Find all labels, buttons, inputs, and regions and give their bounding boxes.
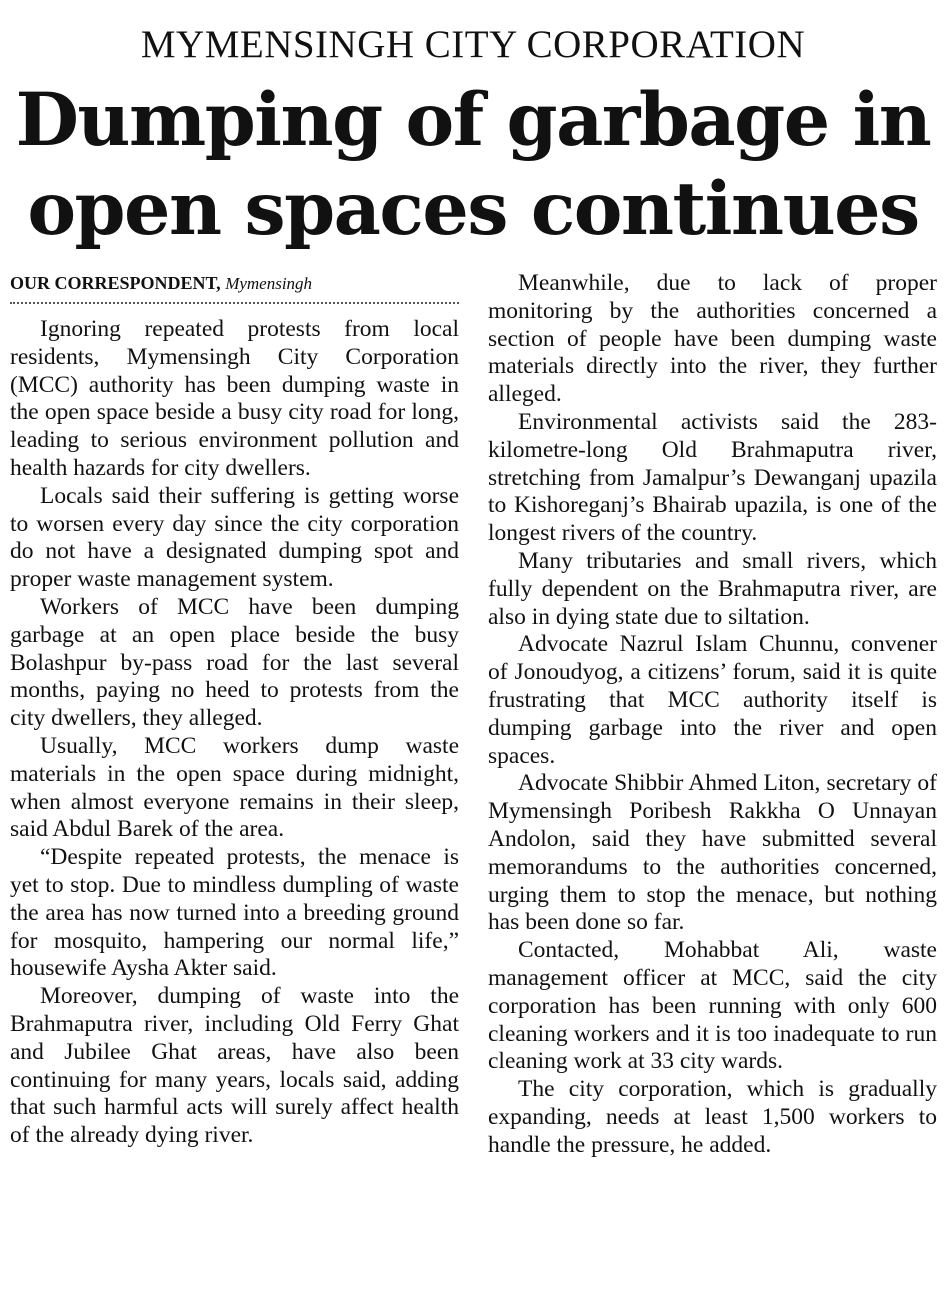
- body-paragraph: The city corporation, which is gradually expanding, needs at least 1,500 workers to handle the pressure, he added.: [488, 1076, 937, 1158]
- body-paragraph: Advocate Nazrul Islam Chunnu, convener of Jonoudyog, a citizens’ forum, said it is quite frustrating that MCC authority itself is dumping garbage into the river and open spaces.: [488, 631, 937, 769]
- byline-name: OUR CORRESPONDENT,: [10, 273, 221, 293]
- article-column-right: [488, 270, 937, 1160]
- body-paragraph: Many tributaries and small rivers, which fully dependent on the Brahmaputra river, are also in dying state due to siltation.: [488, 547, 937, 630]
- article-headline: Dumping of garbage in open spaces continues: [15, 77, 931, 252]
- body-paragraph: Workers of MCC have been dumping garbage at an open place beside the busy Bolashpur by-pass road for the last several months, paying no heed to protests from the city dwellers, they alleged.: [10, 593, 459, 732]
- article-kicker: MYMENSINGH CITY CORPORATION: [140, 23, 806, 66]
- body-paragraph: Environmental activists said the 283-kilometre-long Old Brahmaputra river, stretching from Jamalpur’s Dewanganj upazila to Kishoreganj’s Bhairab upazila, is one of the longest rivers of the country.: [488, 408, 937, 547]
- byline: [10, 270, 459, 304]
- body-paragraph: Ignoring repeated protests from local residents, Mymensingh City Corporation (MCC) authority has been dumping waste in the open space beside a busy city road for long, leading to serious environment pollution and health hazards for city dwellers.: [10, 316, 459, 481]
- body-paragraph: Moreover, dumping of waste into the Brahmaputra river, including Old Ferry Ghat and Jubilee Ghat areas, have also been continuing for many years, locals said, adding that such harmful acts will surely affect health of the already dying river.: [10, 983, 459, 1149]
- body-paragraph: Advocate Shibbir Ahmed Liton, secretary of Mymensingh Poribesh Rakkha O Unnayan Andolon, said they have submitted several memorandums to the authorities concerned, urging them to stop the menace, but nothing has been done so far.: [488, 770, 937, 936]
- byline-place: Mymensingh: [225, 274, 313, 293]
- body-paragraph: “Despite repeated protests, the menace is yet to stop. Due to mindless dumpling of waste the area has now turned into a breeding ground for mosquito, hampering our normal life,” housewife Aysha Akter said.: [10, 844, 459, 982]
- article-column-left: [10, 270, 459, 1150]
- body-paragraph: Locals said their suffering is getting worse to worsen every day since the city corporation do not have a designated dumping spot and proper waste management system.: [10, 482, 459, 593]
- body-paragraph: Usually, MCC workers dump waste materials in the open space during midnight, when almost everyone remains in their sleep, said Abdul Barek of the area.: [10, 732, 459, 843]
- body-paragraph: Meanwhile, due to lack of proper monitoring by the authorities concerned a section of people have been dumping waste materials directly into the river, they further alleged.: [488, 270, 937, 408]
- body-paragraph: Contacted, Mohabbat Ali, waste management officer at MCC, said the city corporation has been running with only 600 cleaning workers and it is too inadequate to run cleaning work at 33 city wards.: [488, 937, 937, 1075]
